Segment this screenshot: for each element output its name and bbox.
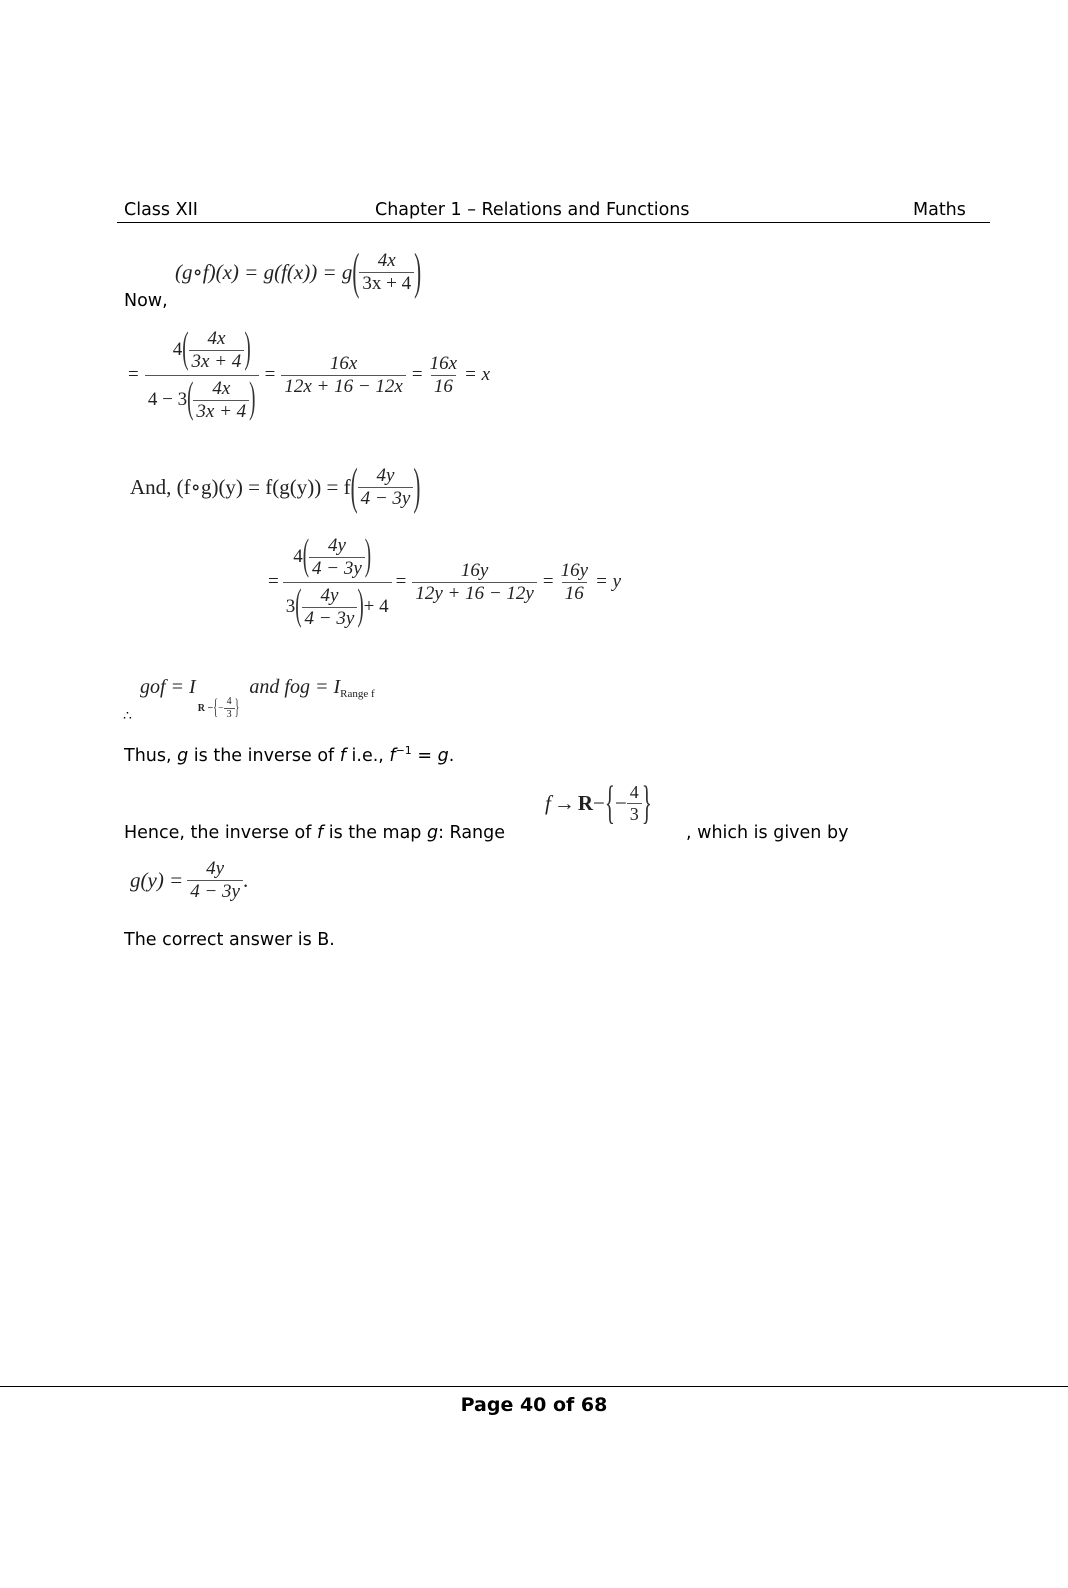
identity-subscript-1: R − { − $\frac{4}{3}$ }: [197, 695, 240, 721]
identity-subscript-2: Range f: [340, 688, 375, 700]
header-class: Class XII: [124, 200, 198, 220]
inverse-function-definition: g(y) = $\frac{4y}{4 - 3y}$ .: [130, 858, 249, 902]
eq4-result: = y: [595, 571, 622, 593]
eq2-step2: $\frac{16x}{12x + 16 - 12x}$: [281, 353, 406, 398]
page-number: Page 40 of 68: [460, 1394, 608, 1416]
now-label: Now,: [124, 291, 168, 311]
eq2-big-fraction: 4 ( $\frac{4x}{3x + 4}$ ) 4 − 3 ( $\frac{4x}{3x + 4}$ ): [143, 328, 261, 422]
correct-answer: The correct answer is B.: [124, 930, 335, 950]
header-rule: [117, 222, 990, 223]
identity-statement: gof = I R − { − $\frac{4}{3}$ } and fog = I Range f: [140, 676, 375, 721]
footer-rule: [0, 1386, 1068, 1387]
eq4-step3: $\frac{16y}{16}$: [560, 559, 588, 604]
eq1-fraction: $\frac{4x}{3x + 4}$: [359, 250, 414, 295]
header-chapter: Chapter 1 – Relations and Functions: [375, 200, 690, 220]
eq1-lhs: (g∘f)(x) = g(f(x)) = g: [175, 259, 353, 284]
hence-statement-part1: Hence, the inverse of f is the map g: Range: [124, 823, 506, 843]
map-expression: f → R − { − $\frac{4}{3}$ }: [545, 775, 652, 829]
equation-gof: (g∘f)(x) = g(f(x)) = g ( $\frac{4x}{3x + 4}$ ): [175, 242, 422, 300]
equation-fog: And, (f∘g)(y) = f(g(y)) = f ( $\frac{4y}{4 - 3y}$ ): [130, 457, 421, 515]
eq2-result: = x: [464, 364, 491, 386]
eq3-fraction: $\frac{4y}{4 - 3y}$: [358, 465, 414, 510]
therefore-symbol: ∴: [123, 709, 132, 724]
eq3-lhs: And, (f∘g)(y) = f(g(y)) = f: [130, 474, 351, 499]
eq4-step2: $\frac{16y}{12y + 16 - 12y}$: [412, 560, 537, 605]
eq4-big-fraction: 4 ( $\frac{4y}{4 - 3y}$ ) 3 ( $\frac{4y}{4 - 3y}$ ) + 4: [283, 535, 392, 629]
header-subject: Maths: [913, 200, 966, 220]
hence-statement-part2: , which is given by: [686, 823, 849, 843]
equation-gof-simplify: = 4 ( $\frac{4x}{3x + 4}$ ) 4 − 3 ( $\frac{4x}{3x + 4}$ ) = $\frac{16x}{12x + 16 - 12x}$ = $\frac{16x}{16}$ = x: [128, 325, 491, 424]
thus-statement: Thus, g is the inverse of f i.e., $f^{-1} = g$.: [124, 744, 455, 766]
eq2-step3: $\frac{16x}{16}$: [429, 352, 458, 397]
equation-fog-simplify: = 4 ( $\frac{4y}{4 - 3y}$ ) 3 ( $\frac{4y}{4 - 3y}$ ) + 4 = $\frac{16y}{12y + 16 - 12y}$ = $\frac{16y}{16}$ = y: [268, 532, 622, 631]
